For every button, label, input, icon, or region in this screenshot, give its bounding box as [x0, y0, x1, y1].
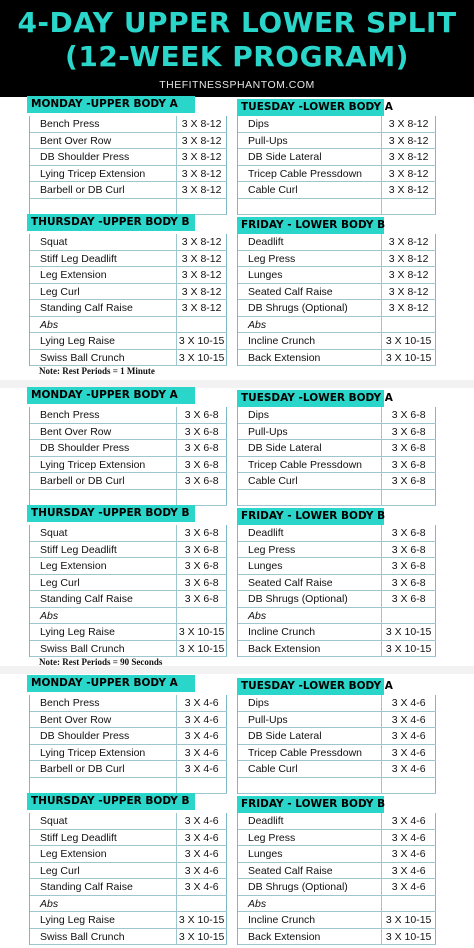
table-row	[30, 251, 227, 268]
exercise-name: Lying Tricep Extension	[30, 457, 177, 473]
exercise-name: Squat	[30, 234, 177, 250]
exercise-name: Deadlift	[238, 234, 382, 250]
table-row	[30, 728, 227, 745]
table-row	[238, 575, 436, 592]
day-title: TUESDAY -LOWER BODY A	[237, 99, 384, 116]
table-row	[238, 317, 436, 334]
sets-reps: 3 X 8-12	[177, 133, 227, 149]
table-row	[30, 267, 227, 284]
table-row	[30, 761, 227, 778]
exercise-name: Incline Crunch	[238, 912, 382, 928]
sets-reps: 3 X 10-15	[177, 912, 227, 928]
sets-reps: 3 X 4-6	[177, 745, 227, 761]
exercise-name: DB Shrugs (Optional)	[238, 300, 382, 316]
sets-reps: 3 X 6-8	[382, 424, 436, 440]
table-row	[238, 813, 436, 830]
rest-period-note: Note: Rest Periods = 1 Minute	[39, 366, 155, 376]
table-row	[238, 440, 436, 457]
exercise-name: Swiss Ball Crunch	[30, 350, 177, 366]
sets-reps: 3 X 4-6	[382, 712, 436, 728]
exercise-name: Lying Leg Raise	[30, 333, 177, 349]
table-row	[30, 912, 227, 929]
exercise-name: Lying Tricep Extension	[30, 166, 177, 182]
sets-reps: 3 X 10-15	[382, 350, 436, 366]
exercise-name: Leg Press	[238, 830, 382, 846]
table-row	[30, 745, 227, 762]
sets-reps: 3 X 6-8	[177, 575, 227, 591]
sets-reps: 3 X 4-6	[177, 863, 227, 879]
sets-reps: 3 X 8-12	[382, 300, 436, 316]
exercise-name: Standing Calf Raise	[30, 879, 177, 895]
sets-reps: 3 X 10-15	[382, 333, 436, 349]
exercise-name: Back Extension	[238, 641, 382, 657]
sets-reps: 3 X 6-8	[177, 440, 227, 456]
table-row	[238, 558, 436, 575]
table-row	[238, 896, 436, 913]
sets-reps: 3 X 8-12	[177, 182, 227, 198]
table-row	[238, 695, 436, 712]
sets-reps: 3 X 10-15	[177, 350, 227, 366]
exercise-name: Abs	[30, 608, 177, 624]
table-row	[30, 624, 227, 641]
exercise-grid	[29, 234, 227, 366]
table-row	[30, 830, 227, 847]
table-row	[238, 300, 436, 317]
table-row	[30, 166, 227, 183]
exercise-name: Barbell or DB Curl	[30, 473, 177, 489]
exercise-grid	[237, 234, 436, 366]
exercise-name: DB Shrugs (Optional)	[238, 591, 382, 607]
exercise-name: Bent Over Row	[30, 712, 177, 728]
exercise-name: Dips	[238, 116, 382, 132]
exercise-name: Bench Press	[30, 695, 177, 711]
table-row	[238, 149, 436, 166]
exercise-name: Cable Curl	[238, 182, 382, 198]
exercise-name: Tricep Cable Pressdown	[238, 745, 382, 761]
table-row	[30, 407, 227, 424]
sets-reps: 3 X 10-15	[177, 641, 227, 657]
table-row	[238, 407, 436, 424]
sets-reps: 3 X 4-6	[177, 846, 227, 862]
table-row	[238, 116, 436, 133]
table-row-empty	[30, 778, 227, 795]
sets-reps: 3 X 6-8	[382, 558, 436, 574]
exercise-grid	[237, 407, 436, 506]
sets-reps: 3 X 4-6	[177, 830, 227, 846]
day-title: FRIDAY - LOWER BODY B	[237, 508, 384, 525]
table-row	[30, 234, 227, 251]
table-row	[30, 879, 227, 896]
sets-reps: 3 X 8-12	[382, 267, 436, 283]
exercise-name: DB Shrugs (Optional)	[238, 879, 382, 895]
table-row	[30, 542, 227, 559]
section-divider	[0, 666, 474, 674]
sets-reps: 3 X 6-8	[382, 473, 436, 489]
sets-reps: 3 X 4-6	[177, 879, 227, 895]
table-row	[238, 624, 436, 641]
exercise-name: Standing Calf Raise	[30, 591, 177, 607]
sets-reps: 3 X 4-6	[382, 846, 436, 862]
sets-reps: 3 X 6-8	[382, 407, 436, 423]
sets-reps: 3 X 8-12	[382, 251, 436, 267]
sets-reps: 3 X 4-6	[177, 813, 227, 829]
exercise-name: DB Shoulder Press	[30, 149, 177, 165]
sets-reps: 3 X 4-6	[382, 695, 436, 711]
sets-reps: 3 X 6-8	[177, 424, 227, 440]
exercise-name: Abs	[238, 896, 382, 912]
exercise-name: Barbell or DB Curl	[30, 182, 177, 198]
sets-reps: 3 X 6-8	[177, 558, 227, 574]
exercise-name: Abs	[30, 896, 177, 912]
sets-reps: 3 X 4-6	[177, 728, 227, 744]
exercise-name: Seated Calf Raise	[238, 284, 382, 300]
site-credit: THEFITNESSPHANTOM.COM	[159, 79, 315, 91]
sets-reps: 3 X 8-12	[382, 182, 436, 198]
day-title: MONDAY -UPPER BODY A	[27, 387, 195, 404]
exercise-name: Leg Press	[238, 542, 382, 558]
table-row	[238, 846, 436, 863]
table-row	[238, 591, 436, 608]
exercise-name: Lying Tricep Extension	[30, 745, 177, 761]
sets-reps: 3 X 8-12	[382, 116, 436, 132]
sets-reps: 3 X 8-12	[177, 267, 227, 283]
sets-reps: 3 X 6-8	[177, 591, 227, 607]
table-row	[30, 317, 227, 334]
exercise-name: Tricep Cable Pressdown	[238, 457, 382, 473]
day-title: TUESDAY -LOWER BODY A	[237, 678, 384, 695]
table-row	[30, 133, 227, 150]
table-row-empty	[238, 490, 436, 507]
table-row	[30, 182, 227, 199]
table-row	[238, 879, 436, 896]
sets-reps: 3 X 4-6	[382, 728, 436, 744]
table-row	[238, 267, 436, 284]
table-row	[238, 182, 436, 199]
table-row	[238, 525, 436, 542]
exercise-name: Leg Curl	[30, 284, 177, 300]
exercise-name: Leg Curl	[30, 863, 177, 879]
day-title: MONDAY -UPPER BODY A	[27, 96, 195, 113]
sets-reps: 3 X 6-8	[382, 440, 436, 456]
sets-reps: 3 X 4-6	[177, 761, 227, 777]
sets-reps: 3 X 6-8	[382, 525, 436, 541]
sets-reps: 3 X 4-6	[382, 830, 436, 846]
sets-reps: 3 X 8-12	[177, 300, 227, 316]
exercise-name: Abs	[30, 317, 177, 333]
exercise-grid	[237, 525, 436, 657]
sets-reps: 3 X 8-12	[382, 166, 436, 182]
rest-period-note: Note: Rest Periods = 90 Seconds	[39, 657, 163, 667]
exercise-name: Barbell or DB Curl	[30, 761, 177, 777]
exercise-name: Standing Calf Raise	[30, 300, 177, 316]
table-row	[30, 440, 227, 457]
sets-reps	[382, 608, 436, 624]
table-row	[238, 234, 436, 251]
exercise-name: Pull-Ups	[238, 133, 382, 149]
exercise-name: Abs	[238, 608, 382, 624]
table-row	[238, 542, 436, 559]
exercise-grid	[29, 116, 227, 215]
table-row	[30, 473, 227, 490]
exercise-name: Seated Calf Raise	[238, 575, 382, 591]
sets-reps: 3 X 8-12	[177, 251, 227, 267]
sets-reps: 3 X 8-12	[382, 149, 436, 165]
table-row	[238, 473, 436, 490]
exercise-name: Stiff Leg Deadlift	[30, 251, 177, 267]
page-title-line2: (12-WEEK PROGRAM)	[65, 40, 409, 73]
sets-reps: 3 X 6-8	[382, 575, 436, 591]
sets-reps: 3 X 8-12	[382, 284, 436, 300]
table-row	[30, 284, 227, 301]
sets-reps: 3 X 6-8	[177, 473, 227, 489]
sets-reps: 3 X 8-12	[177, 234, 227, 250]
table-row	[238, 333, 436, 350]
exercise-name: Back Extension	[238, 350, 382, 366]
table-row	[238, 745, 436, 762]
table-row	[30, 591, 227, 608]
table-row-empty	[238, 778, 436, 795]
sets-reps: 3 X 10-15	[177, 333, 227, 349]
table-row	[30, 333, 227, 350]
sets-reps: 3 X 8-12	[382, 234, 436, 250]
exercise-name: Deadlift	[238, 525, 382, 541]
exercise-name: Leg Curl	[30, 575, 177, 591]
exercise-name: Lunges	[238, 846, 382, 862]
table-row	[30, 641, 227, 658]
sets-reps: 3 X 6-8	[177, 525, 227, 541]
table-row	[238, 761, 436, 778]
day-title: THURSDAY -UPPER BODY B	[27, 214, 195, 231]
exercise-name: Squat	[30, 525, 177, 541]
exercise-name: Cable Curl	[238, 761, 382, 777]
table-row	[238, 251, 436, 268]
exercise-name: Pull-Ups	[238, 424, 382, 440]
exercise-name: DB Side Lateral	[238, 440, 382, 456]
exercise-name: DB Side Lateral	[238, 149, 382, 165]
table-row	[30, 712, 227, 729]
exercise-name: Swiss Ball Crunch	[30, 929, 177, 945]
table-row-empty	[238, 199, 436, 216]
exercise-name: DB Side Lateral	[238, 728, 382, 744]
exercise-name: Deadlift	[238, 813, 382, 829]
table-row	[30, 149, 227, 166]
exercise-name: Bent Over Row	[30, 133, 177, 149]
table-row-empty	[30, 490, 227, 507]
table-row	[30, 846, 227, 863]
sets-reps: 3 X 4-6	[382, 863, 436, 879]
exercise-name: Abs	[238, 317, 382, 333]
day-title: MONDAY -UPPER BODY A	[27, 675, 195, 692]
exercise-grid	[237, 116, 436, 215]
exercise-name: Stiff Leg Deadlift	[30, 542, 177, 558]
sets-reps: 3 X 6-8	[177, 542, 227, 558]
exercise-name: Leg Press	[238, 251, 382, 267]
table-row	[238, 424, 436, 441]
exercise-name: Leg Extension	[30, 267, 177, 283]
exercise-name: Lunges	[238, 558, 382, 574]
sets-reps	[177, 608, 227, 624]
exercise-name: Leg Extension	[30, 846, 177, 862]
exercise-name: DB Shoulder Press	[30, 728, 177, 744]
sets-reps: 3 X 6-8	[382, 457, 436, 473]
table-row	[30, 695, 227, 712]
table-row	[30, 575, 227, 592]
sets-reps: 3 X 10-15	[382, 641, 436, 657]
table-row	[30, 350, 227, 367]
sets-reps: 3 X 6-8	[177, 457, 227, 473]
sets-reps: 3 X 4-6	[382, 761, 436, 777]
sets-reps: 3 X 10-15	[382, 912, 436, 928]
exercise-grid	[29, 407, 227, 506]
exercise-grid	[237, 813, 436, 945]
sets-reps: 3 X 10-15	[382, 929, 436, 945]
table-row	[238, 350, 436, 367]
table-row	[30, 116, 227, 133]
table-row	[30, 608, 227, 625]
exercise-name: Cable Curl	[238, 473, 382, 489]
sets-reps: 3 X 10-15	[177, 929, 227, 945]
sets-reps	[177, 896, 227, 912]
sets-reps: 3 X 10-15	[177, 624, 227, 640]
exercise-name: Back Extension	[238, 929, 382, 945]
sets-reps: 3 X 6-8	[177, 407, 227, 423]
sets-reps: 3 X 8-12	[177, 149, 227, 165]
table-row	[30, 813, 227, 830]
table-row	[238, 166, 436, 183]
sets-reps: 3 X 8-12	[382, 133, 436, 149]
sets-reps: 3 X 4-6	[382, 879, 436, 895]
exercise-name: Bench Press	[30, 116, 177, 132]
sets-reps	[382, 896, 436, 912]
exercise-name: Incline Crunch	[238, 333, 382, 349]
sets-reps: 3 X 10-15	[382, 624, 436, 640]
exercise-name: Incline Crunch	[238, 624, 382, 640]
table-row	[238, 863, 436, 880]
exercise-name: Stiff Leg Deadlift	[30, 830, 177, 846]
sets-reps: 3 X 8-12	[177, 284, 227, 300]
table-row	[30, 457, 227, 474]
day-title: FRIDAY - LOWER BODY B	[237, 796, 384, 813]
table-row	[238, 457, 436, 474]
day-title: THURSDAY -UPPER BODY B	[27, 793, 195, 810]
sets-reps: 3 X 6-8	[382, 591, 436, 607]
exercise-grid	[29, 525, 227, 657]
exercise-name: Bent Over Row	[30, 424, 177, 440]
sets-reps: 3 X 8-12	[177, 116, 227, 132]
day-title: THURSDAY -UPPER BODY B	[27, 505, 195, 522]
exercise-grid	[237, 695, 436, 794]
exercise-name: DB Shoulder Press	[30, 440, 177, 456]
table-row	[238, 929, 436, 946]
table-row	[30, 525, 227, 542]
exercise-name: Lunges	[238, 267, 382, 283]
exercise-name: Lying Leg Raise	[30, 624, 177, 640]
table-row	[30, 929, 227, 946]
exercise-name: Pull-Ups	[238, 712, 382, 728]
exercise-name: Bench Press	[30, 407, 177, 423]
exercise-name: Lying Leg Raise	[30, 912, 177, 928]
exercise-name: Squat	[30, 813, 177, 829]
sets-reps: 3 X 4-6	[177, 695, 227, 711]
exercise-grid	[29, 813, 227, 945]
exercise-name: Dips	[238, 407, 382, 423]
sets-reps: 3 X 6-8	[382, 542, 436, 558]
sets-reps: 3 X 4-6	[382, 745, 436, 761]
exercise-name: Leg Extension	[30, 558, 177, 574]
exercise-grid	[29, 695, 227, 794]
sets-reps	[177, 317, 227, 333]
table-row	[238, 641, 436, 658]
sets-reps: 3 X 8-12	[177, 166, 227, 182]
table-row	[238, 830, 436, 847]
exercise-name: Swiss Ball Crunch	[30, 641, 177, 657]
sets-reps: 3 X 4-6	[382, 813, 436, 829]
sets-reps	[382, 317, 436, 333]
day-title: TUESDAY -LOWER BODY A	[237, 390, 384, 407]
page-title-line1: 4-DAY UPPER LOWER SPLIT	[17, 6, 457, 39]
table-row	[238, 712, 436, 729]
exercise-name: Seated Calf Raise	[238, 863, 382, 879]
table-row	[238, 133, 436, 150]
exercise-name: Tricep Cable Pressdown	[238, 166, 382, 182]
table-row	[30, 424, 227, 441]
table-row-empty	[30, 199, 227, 216]
table-row	[30, 300, 227, 317]
table-row	[238, 728, 436, 745]
table-row	[30, 558, 227, 575]
table-row	[30, 863, 227, 880]
table-row	[238, 608, 436, 625]
table-row	[238, 284, 436, 301]
table-row	[238, 912, 436, 929]
page-header	[0, 0, 474, 97]
day-title: FRIDAY - LOWER BODY B	[237, 217, 384, 234]
table-row	[30, 896, 227, 913]
sets-reps: 3 X 4-6	[177, 712, 227, 728]
exercise-name: Dips	[238, 695, 382, 711]
